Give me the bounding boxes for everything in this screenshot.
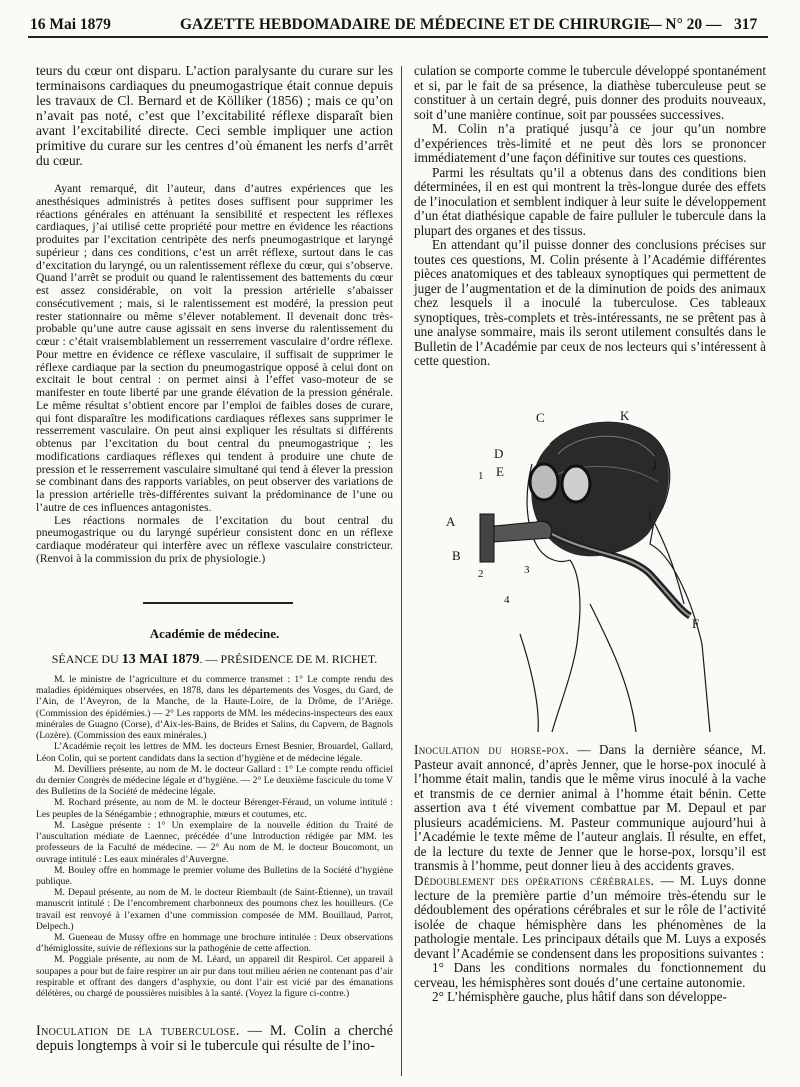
conclusion-paragraph: Les réactions normales de l’excitation du bout central du pneumogastrique ou du laryngé supérieur consistent donc en un réflexe cardiaque modérateur qui interfère avec un réflexe vasculaire constricteur. (Renvoi à la commission du prix de physiologie.) [36,513,393,565]
page-number: 317 [734,16,758,33]
fig-label-a: A [446,514,456,529]
fig-label-e: E [496,464,504,479]
correspondence-item: M. Bouley offre en hommage le premier volume des Bulletins de la Société d’hygiène publique. [36,864,393,887]
colin-experiments: M. Colin n’a pratiqué jusqu’à ce jour qu’un nombre d’expériences très-limité et ne peut dès lors se prononcer immédiatement d’une façon définitive sur toutes ces questions. [414,121,766,166]
respirol-figure [440,404,730,732]
journal-title: GAZETTE HEBDOMADAIRE DE MÉDECINE ET DE CHIRURGIE [180,16,650,33]
correspondence-list [36,674,393,999]
correspondence-item: M. Poggiale présente, au nom de M. Léard, un appareil dit Respirol. Cet appareil à soupapes a pour but de faire respirer un air pur dans tout milieu aérien ne contenant pas d’air respirable et offrant des dangers d’asphyxie, ou dont l’air est vicié par des émanations délétères, ou chargé de poussières nuisibles à la santé. (Voyez la figure ci-contre.) [36,954,393,1000]
header-date: 16 Mai 1879 [30,16,111,33]
tuberculose-heading: Inoculation de la tuberculose. [36,1023,240,1039]
horse-pox-paragraph [414,743,766,874]
fig-label-j: J [652,458,658,473]
fig-label-b: B [452,548,461,563]
eyepiece-right [562,466,590,502]
tuberculose-paragraph [36,1024,393,1055]
correspondence-item: M. Devilliers présente, au nom de M. le docteur Gallard : 1° Le compte rendu officiel du dernier Congrès de médecine légale et d’hygiène. — 2° Le deuxième fascicule du tome V des Bulletins de la Société de médecine légale. [36,763,393,798]
fig-label-d: D [494,446,504,461]
running-header [30,8,782,34]
inoculation-continued: culation se comporte comme le tubercule développé spontanément et si, par le fait de sa présence, la diathèse tuberculeuse peut se constituer à un certain degré, puis donner des produits nouveaux, soit d’une manière continue, soit par poussées successives. [414,63,766,122]
proposition-1: 1° Dans les conditions normales du fonctionnement du cerveau, les hémisphères sont doués d’une certaine autonomie. [414,960,766,990]
reflex-paragraph: Ayant remarqué, dit l’auteur, dans d’autres expériences que les anesthésiques administrés à petites doses suffisent pour supprimer les réactions générales en atténuant la sensibilité et respectent les réflexes cardiaques, j’ai utilisé cette propriété pour mettre en évidence les réactions produites par l’excitation centripète des nerfs pneumogastrique et laryngé supérieur ; dans ces conditions, c’est un arrêt réflexe, surtout dans le cas d’excitation du laryngé, ou un ralentissement réflexe du cœur, qui s’observe. Quand l’arrêt se produit ou quand le ralentissement des battements du cœur est assez considérable, on voit la pression artérielle s’abaisser consécutivement ; mais, si le ralentissement est modéré, la pression peut rester stationnaire ou même s’élever notablement. Il devenait donc très-probable qu’une autre cause agissait en sens inverse du ralentissement du cœur : c’était vraisemblablement un resserrement vasculaire d’ordre réflexe. Pour mettre en évidence ce réflexe vasculaire, il suffisait de supprimer le réflexe cardiaque par la section du pneumogastrique opposé à celui dont on excitait le bout central : on permet ainsi à l’effet vaso-moteur de se manifester en toute liberté par une grande élévation de la pression générale. Le même résultat s’obtient encore par l’emploi de faibles doses de curare, qui font disparaître les modifications cardiaques réflexes sans supprimer le resserrement vasculaire. On peut ainsi expliquer les résultats si différents obtenus par l’excitation du bout central du pneumogastrique ; les modifications cardiaques réflexes qui tendent à produire une chute de pression et le resserrement vasculaire simultané qui tend à élever la pression se combinant dans des rapports variables, on peut observer des variations de la pression artérielle très-différentes suivant la prédominance de l’une ou l’autre de ces influences antagonistes. [36,182,393,514]
correspondence-item: L’Académie reçoit les lettres de MM. les docteurs Ernest Besnier, Brouardel, Gallard, Léon Colin, qui se portent candidats dans la section d’hygiène et de médecine légale. [36,741,393,764]
left-top-paragraph [36,64,393,169]
fig-label-2: 2 [478,568,484,580]
section-separator [143,602,293,604]
colin-tables: En attendant qu’il puisse donner des conclusions précises sur toutes ces questions, M. Colin présente à l’Académie différentes pièces anatomiques et des tableaux synoptiques qui permettent de juger de l’augmentation et de la diminution de poids des animaux chez lesquels il a inoculé la tuberculose. Ces tableaux synoptiques, très-complets et très-intéressants, ne se prêtent pas à une analyse sommaire, mais ils seront utilement consultés dans le Bulletin de l’Académie par ceux de nos lecteurs qui s’intéressent à cette question. [414,237,766,369]
correspondence-item: M. Depaul présente, au nom de M. le docteur Riembault (de Saint-Étienne), un travail manuscrit intitulé : De l’encombrement charbonneux des poumons chez les houilleurs. (Ce travail est renvoyé à l’examen d’une commission composée de MM. Bouillaud, Parrot, Delpech.) [36,887,393,932]
column-divider [401,66,402,1076]
respirol-engraving [440,404,730,732]
seance-line [36,652,393,668]
dedoublement-paragraph [414,874,766,961]
horse-pox-heading: Inoculation du horse-pox. [414,742,569,757]
tuberculose-text: — M. Colin a cherché depuis longtemps à voir si le tubercule qui résulte de l’ino- [36,1023,393,1055]
eyepiece-left [530,464,558,500]
colin-results: Parmi les résultats qu’il a obtenus dans des conditions bien déterminées, il en est qui montrent la très-longue durée des effets de l’inoculation et semblent indiquer à leur suite le développement d’un état diathésique capable de faire pulluler le tubercule dans la plupart des organes et des tissus. [414,164,766,238]
fig-label-3: 3 [524,564,530,576]
fig-label-c: C [536,410,545,425]
curare-paragraph: teurs du cœur ont disparu. L’action paralysante du curare sur les terminaisons cardiaques du pneumogastrique était connue depuis les travaux de Cl. Bernard et de Kölliker (1856) ; mais ce qu’on n’avait pas noté, c’est que l’excitabilité réflexe disparaît bien avant l’excitabilité directe. Ceci semble impliquer une action primitive du curare sur les centres d’où émanent les nerfs d’arrêt du cœur. [36,63,393,168]
correspondence-item: M. Lasègue présente : 1° Un exemplaire de la nouvelle édition du Traité de l’auscultation médiate de Laennec, précédée d’une Introduction rédigée par MM. les professeurs de la Faculté de médecine. — 2° Au nom de M. le docteur Boucomont, un ouvrage intitulé : Les eaux minérales d’Auvergne. [36,819,393,865]
right-top-section [414,64,766,369]
dedoublement-section [414,874,766,1005]
mouth-tube [494,521,552,542]
academie-title: Académie de médecine. [149,626,280,641]
proposition-2: 2° L’hémisphère gauche, plus hâtif dans son développe- [432,989,727,1005]
fig-label-i: I [648,508,653,523]
seance-suffix: . — PRÉSIDENCE DE M. RICHET. [199,652,378,666]
correspondence-item: M. le ministre de l’agriculture et du commerce transmet : 1° Le compte rendu des maladies épidémiques observées, en 1878, dans les départements des Vosges, du Gard, de l’Ain, de l’Aveyron, de la Manche, de la Haute-Loire, de la Drôme, de l’Ariège. (Commission des épidémies.) — 2° Les rapports de MM. les médecins-inspecteurs des eaux minérales de Guagno (Corse), d’Aix-les-Bains, de Brides et Salins, du Capvern, de Bagnols (Lozère). (Commission des eaux minérales.) [36,674,393,742]
dedoublement-text: — M. Luys donne lecture de la première partie d’un mémoire très-étendu sur le dédoublement des opérations cérébrales et sur le rôle de l’activité isolée de chaque hémisphère dans les phénomènes de la pathologie mentale. Les principaux détails que M. Luys a exposés devant l’Académie se condensent dans les propositions suivantes : [414,873,766,961]
fig-label-1: 1 [478,470,484,482]
header-rule [28,36,768,38]
correspondence-item: M. Rochard présente, au nom de M. le docteur Bérenger-Féraud, un volume intitulé : Les peuples de la Sénégambie ; ethnographie, mœurs et coutumes, etc. [36,797,393,820]
seance-prefix: SÉANCE DU [51,652,119,666]
horse-pox-section [414,743,766,874]
issue-number: — N° 20 — [646,16,722,33]
correspondence-item: M. Gueneau de Mussy offre en hommage une brochure intitulée : Deux observations d’hémiglossite, suivie de réflexions sur la pathogénie de cette affection. [36,932,393,955]
fig-label-k: K [620,408,630,423]
reflex-section [36,183,393,566]
seance-date: 13 MAI 1879 [121,652,200,667]
horse-pox-text: — Dans la dernière séance, M. Pasteur avait annoncé, d’après Jenner, que le horse-pox inoculé à l’homme était malin, tandis que le même virus inoculé à la vache et transmis de ce dernier animal à l’homme était bénin. Cette assertion ava t été vivement combattue par M. Depaul et par plusieurs académiciens. M. Pasteur communique aujourd’hui à l’Académie le texte même de l’auteur anglais. Il résulte, en effet, de la lecture du texte de Jenner que le horse-pox, lorsqu’il est transmis à l’homme, peut donner lieu à des accidents graves. [414,742,766,874]
dedoublement-heading: Dédoublement des opérations cérébrales. [414,873,655,888]
valve-cylinder [480,514,494,562]
fig-label-4: 4 [504,594,510,606]
tuberculose-section [36,1024,393,1055]
fig-label-f: F [692,616,700,631]
